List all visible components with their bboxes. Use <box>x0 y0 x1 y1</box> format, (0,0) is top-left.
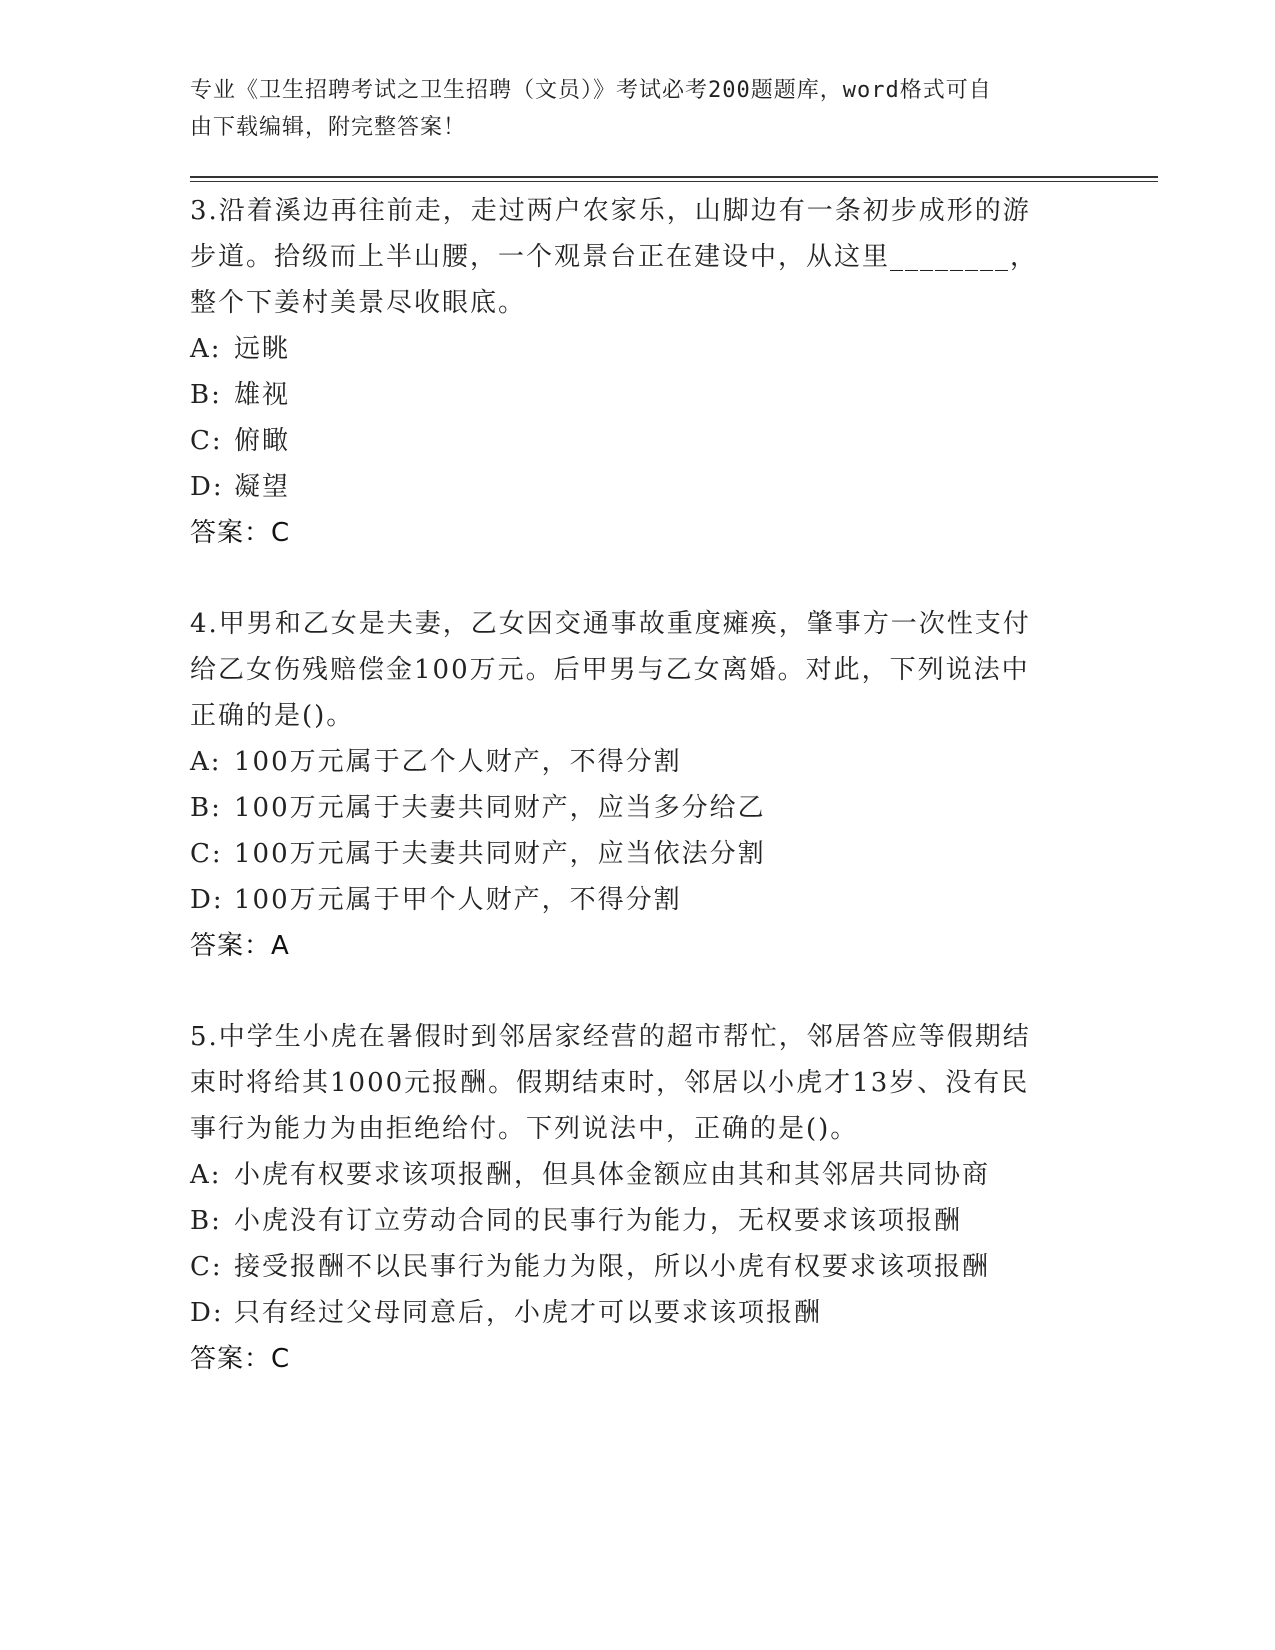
question-stem-line: 5.中学生小虎在暑假时到邻居家经营的超市帮忙，邻居答应等假期结 <box>190 1022 1031 1052</box>
option-key: A: <box>190 334 222 364</box>
option-text: 雄视 <box>234 380 291 410</box>
option-text: 远眺 <box>234 334 291 364</box>
option-key: C: <box>190 426 223 456</box>
option-text: 100万元属于乙个人财产，不得分割 <box>234 747 682 777</box>
option-text: 100万元属于夫妻共同财产，应当多分给乙 <box>234 793 766 823</box>
question-4 <box>190 601 1090 969</box>
option-a <box>190 326 1090 372</box>
question-stem-line: 正确的是()。 <box>190 701 355 731</box>
option-key: A: <box>190 747 222 777</box>
option-d <box>190 877 1090 923</box>
question-stem-line: 4.甲男和乙女是夫妻，乙女因交通事故重度瘫痪，肇事方一次性支付 <box>190 609 1031 639</box>
document-header <box>190 72 1090 146</box>
question-5 <box>190 1014 1090 1382</box>
option-text: 接受报酬不以民事行为能力为限，所以小虎有权要求该项报酬 <box>234 1252 991 1282</box>
option-text: 凝望 <box>234 472 291 502</box>
header-line-2: 由下载编辑，附完整答案！ <box>190 115 467 140</box>
question-stem-line: 步道。拾级而上半山腰，一个观景台正在建设中，从这里________， <box>190 242 1039 272</box>
question-stem-line: 束时将给其1000元报酬。假期结束时，邻居以小虎才13岁、没有民 <box>190 1068 1030 1098</box>
header-line-1: 专业《卫生招聘考试之卫生招聘（文员）》考试必考200题题库，word格式可自 <box>190 78 992 103</box>
option-c <box>190 418 1090 464</box>
question-stem-line: 给乙女伤残赔偿金100万元。后甲男与乙女离婚。对此，下列说法中 <box>190 655 1030 685</box>
option-key: C: <box>190 839 223 869</box>
option-text: 俯瞰 <box>234 426 291 456</box>
option-key: D: <box>190 472 224 502</box>
option-d <box>190 464 1090 510</box>
question-3 <box>190 188 1090 556</box>
question-stem-line: 3.沿着溪边再往前走，走过两户农家乐，山脚边有一条初步成形的游 <box>190 196 1031 226</box>
option-text: 100万元属于夫妻共同财产，应当依法分割 <box>234 839 766 869</box>
option-a <box>190 739 1090 785</box>
option-key: B: <box>190 380 222 410</box>
option-b <box>190 372 1090 418</box>
answer-line: 答案：C <box>190 518 291 548</box>
answer-line: 答案：A <box>190 931 290 961</box>
option-a <box>190 1152 1090 1198</box>
option-key: A: <box>190 1160 222 1190</box>
header-divider-thin <box>190 181 1158 182</box>
header-divider-thick <box>190 176 1158 178</box>
option-text: 100万元属于甲个人财产，不得分割 <box>234 885 682 915</box>
option-key: C: <box>190 1252 223 1282</box>
question-stem-line: 事行为能力为由拒绝给付。下列说法中，正确的是()。 <box>190 1114 859 1144</box>
option-key: B: <box>190 1206 222 1236</box>
option-key: B: <box>190 793 222 823</box>
option-key: D: <box>190 885 224 915</box>
question-stem-line: 整个下姜村美景尽收眼底。 <box>190 288 527 318</box>
option-c <box>190 1244 1090 1290</box>
answer-line: 答案：C <box>190 1344 291 1374</box>
option-b <box>190 1198 1090 1244</box>
option-key: D: <box>190 1298 224 1328</box>
option-text: 只有经过父母同意后，小虎才可以要求该项报酬 <box>234 1298 823 1328</box>
option-text: 小虎没有订立劳动合同的民事行为能力，无权要求该项报酬 <box>234 1206 963 1236</box>
option-d <box>190 1290 1090 1336</box>
option-c <box>190 831 1090 877</box>
option-text: 小虎有权要求该项报酬，但具体金额应由其和其邻居共同协商 <box>234 1160 991 1190</box>
option-b <box>190 785 1090 831</box>
